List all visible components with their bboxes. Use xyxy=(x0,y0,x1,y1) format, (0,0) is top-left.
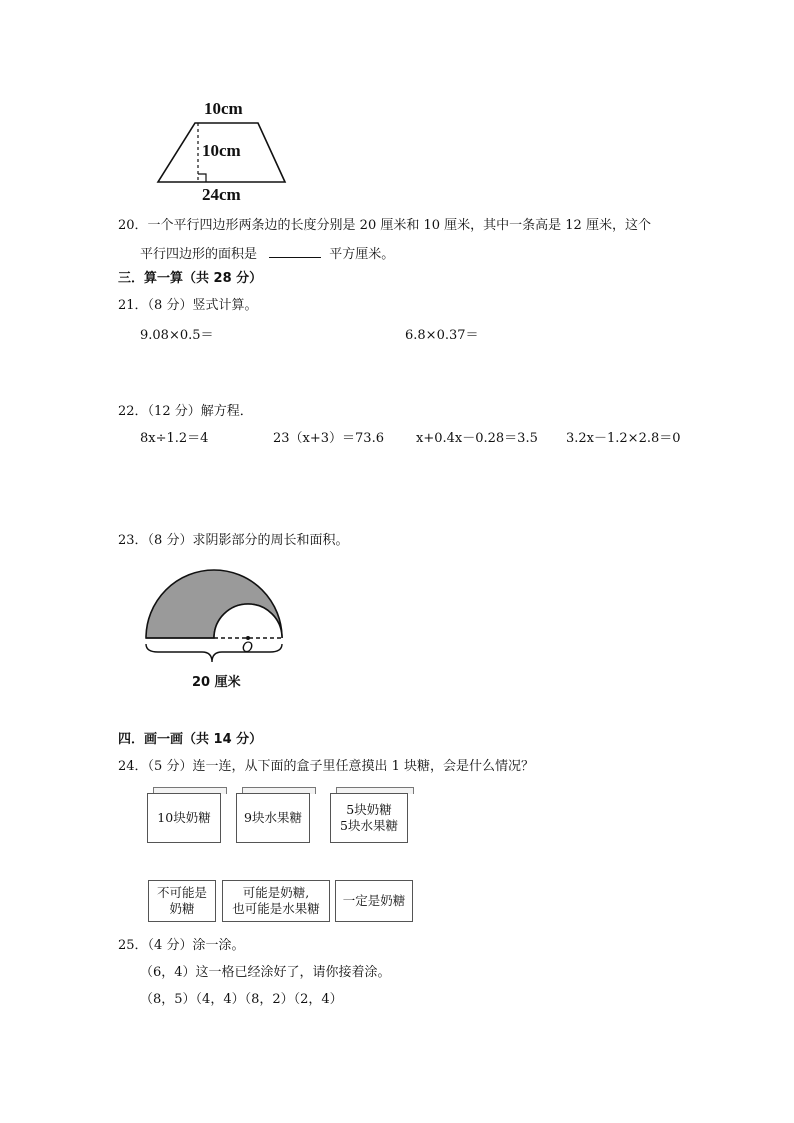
answer-box-3-label: 一定是奶糖 xyxy=(342,893,406,908)
candy-box-1[interactable] xyxy=(147,787,227,845)
q20-line2-after: 平方厘米。 xyxy=(329,247,395,262)
q21-title: 21．（8 分）竖式计算。 xyxy=(118,298,258,313)
q25-line1: （6，4）这一格已经涂好了，请你接着涂。 xyxy=(140,965,391,980)
candy-box-2-label-box xyxy=(236,793,310,843)
right-angle-mark xyxy=(198,174,206,182)
q25-line2: （8，5）（4，4）（8，2）（2，4） xyxy=(140,992,343,1007)
q21-expr2: 6.8×0.37＝ xyxy=(405,328,479,343)
q22-eq3: x+0.4x－0.28＝3.5 xyxy=(416,431,538,446)
candy-box-3-label-box xyxy=(330,793,408,843)
q24-title: 24．（5 分）连一连，从下面的盒子里任意摸出 1 块糖，会是什么情况？ xyxy=(118,759,534,774)
trapezoid-height-label: 10cm xyxy=(202,141,241,160)
trapezoid-figure xyxy=(140,95,300,210)
answer-box-1-line2: 奶糖 xyxy=(169,901,195,916)
q22-title: 22．（12 分）解方程． xyxy=(118,404,253,419)
candy-box-2[interactable] xyxy=(236,787,316,845)
q20-answer-blank[interactable] xyxy=(269,243,321,258)
width-brace xyxy=(146,644,282,662)
center-label: O xyxy=(242,640,254,656)
candy-box-3-label-line1: 5块奶糖 xyxy=(346,802,392,817)
q20-line2 xyxy=(140,243,394,264)
q23-title: 23．（8 分）求阴影部分的周长和面积。 xyxy=(118,533,349,548)
answer-box-2-line1: 可能是奶糖, xyxy=(242,885,310,900)
trapezoid-bottom-label: 24cm xyxy=(202,185,241,204)
answer-box-2-line2: 也可能是水果糖 xyxy=(232,901,320,916)
section4-title: 四．画一画（共 14 分） xyxy=(118,732,263,747)
semicircle-figure xyxy=(140,558,300,693)
q20-line1: 20．一个平行四边形两条边的长度分别是 20 厘米和 10 厘米，其中一条高是 12 厘米，这个 xyxy=(118,218,651,233)
answer-box-3[interactable] xyxy=(335,880,413,922)
q22-eq1: 8x÷1.2＝4 xyxy=(140,431,209,446)
answer-box-1-line1: 不可能是 xyxy=(156,885,207,900)
q22-eq4: 3.2x－1.2×2.8＝0 xyxy=(566,431,681,446)
q21-expr1: 9.08×0.5＝ xyxy=(140,328,214,343)
candy-box-3-label-line2: 5块水果糖 xyxy=(340,818,398,833)
width-label: 20 厘米 xyxy=(192,675,241,690)
trapezoid-top-label: 10cm xyxy=(204,99,243,118)
answer-box-2[interactable] xyxy=(222,880,330,922)
q25-title: 25．（4 分）涂一涂。 xyxy=(118,938,245,953)
section3-title: 三．算一算（共 28 分） xyxy=(118,271,263,286)
candy-box-2-label: 9块水果糖 xyxy=(244,810,302,825)
candy-box-1-label-box xyxy=(147,793,221,843)
candy-box-1-label: 10块奶糖 xyxy=(157,810,211,825)
candy-box-3[interactable] xyxy=(330,787,414,845)
answer-box-1[interactable] xyxy=(148,880,216,922)
q20-line2-before: 平行四边形的面积是 xyxy=(140,247,258,262)
q22-eq2: 23（x+3）＝73.6 xyxy=(273,431,384,446)
